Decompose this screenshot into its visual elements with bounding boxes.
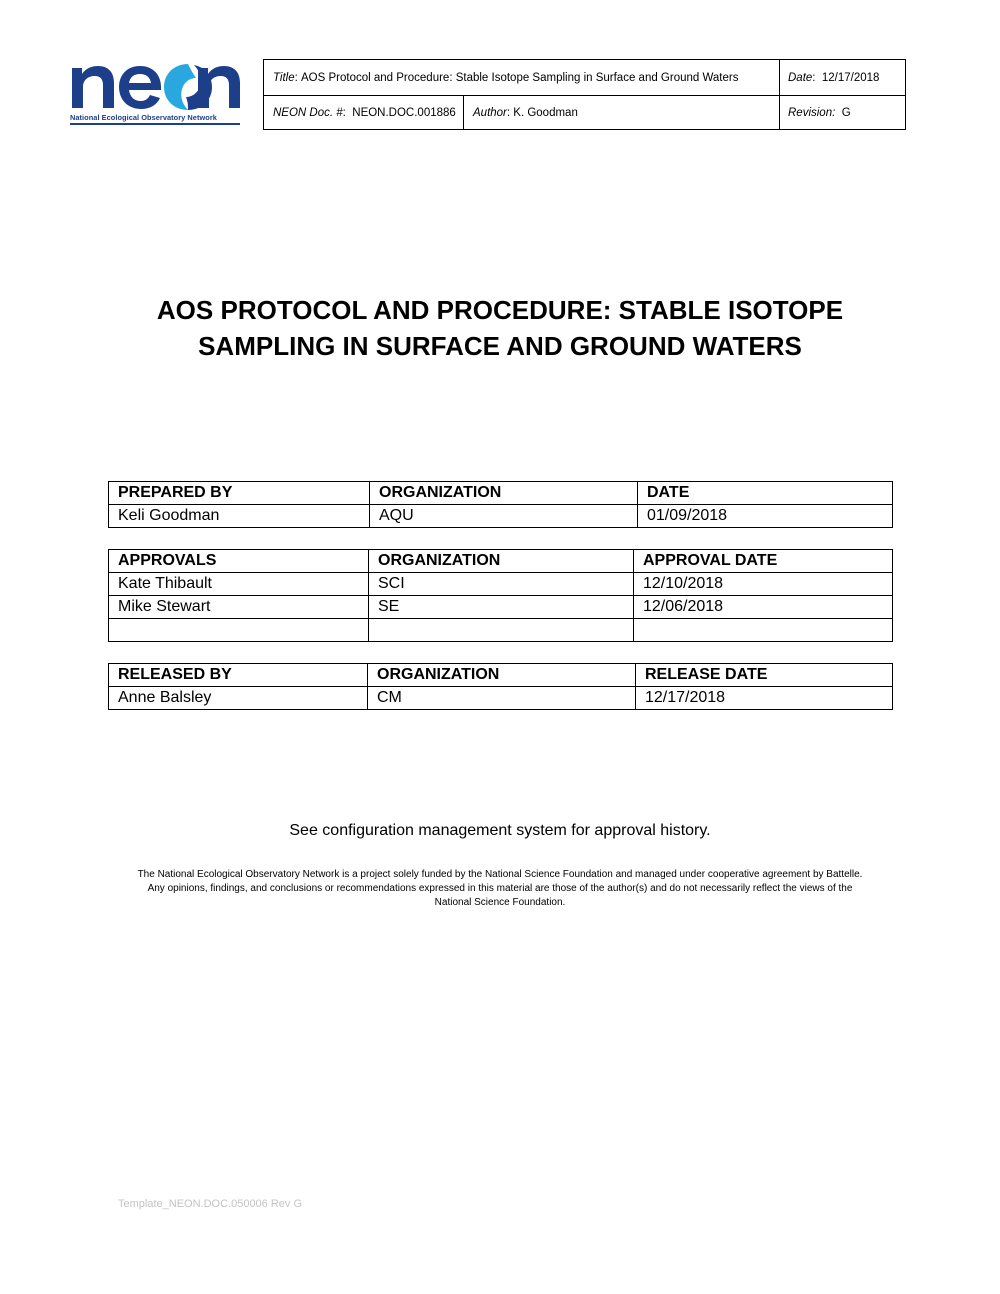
column-header: APPROVALS	[109, 550, 369, 573]
table-cell: Anne Balsley	[109, 687, 368, 710]
table-cell: Mike Stewart	[109, 596, 369, 619]
table-cell: 12/06/2018	[634, 596, 893, 619]
table-header-row	[109, 664, 893, 687]
table-row	[109, 619, 893, 642]
prepared-by-table	[108, 481, 893, 528]
header-doc-label: NEON Doc. #	[273, 107, 343, 119]
disclaimer-line: National Science Foundation.	[434, 897, 566, 908]
table-row	[109, 596, 893, 619]
header-doc-value: NEON.DOC.001886	[352, 107, 456, 119]
header-author-cell: Author : K. Goodman	[473, 107, 578, 119]
table-cell: SCI	[369, 573, 634, 596]
table-cell: Keli Goodman	[109, 505, 370, 528]
header-date-label: Date	[788, 71, 813, 84]
approvals-table	[108, 549, 893, 642]
table-header-row	[109, 550, 893, 573]
header-title-value: AOS Protocol and Procedure: Stable Isotope Sampling in Surface and Ground Waters	[301, 71, 739, 84]
logo-underline	[70, 123, 240, 125]
config-management-note: See configuration management system for approval history.	[289, 822, 711, 839]
table-cell	[369, 619, 634, 642]
logo-tagline: National Ecological Observatory Network	[70, 113, 217, 122]
funding-disclaimer	[100, 868, 900, 910]
table-header-row	[109, 482, 893, 505]
table-cell: AQU	[370, 505, 638, 528]
document-header-table	[263, 59, 906, 130]
table-cell	[634, 619, 893, 642]
header-revision-cell	[779, 96, 906, 130]
table-row	[109, 505, 893, 528]
column-header: PREPARED BY	[109, 482, 370, 505]
document-title	[100, 292, 900, 364]
header-title-label: Title	[273, 71, 295, 84]
column-header: ORGANIZATION	[370, 482, 638, 505]
header-revision-value: G	[841, 107, 851, 119]
header-author-label: Author	[473, 107, 507, 119]
header-author-value: K. Goodman	[513, 107, 578, 119]
neon-wordmark-graphic	[70, 56, 242, 112]
header-date-value: 12/17/2018	[821, 71, 880, 84]
header-revision-label: Revision:	[788, 107, 836, 119]
table-cell: 12/10/2018	[634, 573, 893, 596]
table-row	[109, 573, 893, 596]
table-cell: CM	[368, 687, 636, 710]
column-header: DATE	[638, 482, 893, 505]
table-cell	[109, 619, 369, 642]
table-cell: SE	[369, 596, 634, 619]
column-header: APPROVAL DATE	[634, 550, 893, 573]
released-by-table	[108, 663, 893, 710]
document-title-line: AOS PROTOCOL AND PROCEDURE: STABLE ISOTOPE	[156, 295, 844, 325]
table-cell: 12/17/2018	[636, 687, 893, 710]
header-date-cell: Date : 12/17/2018	[788, 71, 880, 84]
disclaimer-line: Any opinions, findings, and conclusions or recommendations expressed in this material are those of the author(s) and do not necessarily reflect the views of the	[147, 883, 853, 894]
table-row	[109, 687, 893, 710]
table-cell: Kate Thibault	[109, 573, 369, 596]
table-cell: 01/09/2018	[638, 505, 893, 528]
header-title-cell: Title : AOS Protocol and Procedure: Stable Isotope Sampling in Surface and Ground Waters	[273, 71, 739, 84]
document-title-line: SAMPLING IN SURFACE AND GROUND WATERS	[198, 331, 802, 361]
template-footer: Template_NEON.DOC.050006 Rev G	[118, 1198, 303, 1210]
disclaimer-line: The National Ecological Observatory Network is a project solely funded by the National Science Foundation and managed under cooperative agreement by Battelle.	[137, 869, 863, 880]
column-header: ORGANIZATION	[369, 550, 634, 573]
column-header: RELEASE DATE	[636, 664, 893, 687]
column-header: RELEASED BY	[109, 664, 368, 687]
column-header: ORGANIZATION	[368, 664, 636, 687]
neon-logo	[70, 56, 242, 128]
header-doc-cell: NEON Doc. # : NEON.DOC.001886	[273, 107, 456, 119]
